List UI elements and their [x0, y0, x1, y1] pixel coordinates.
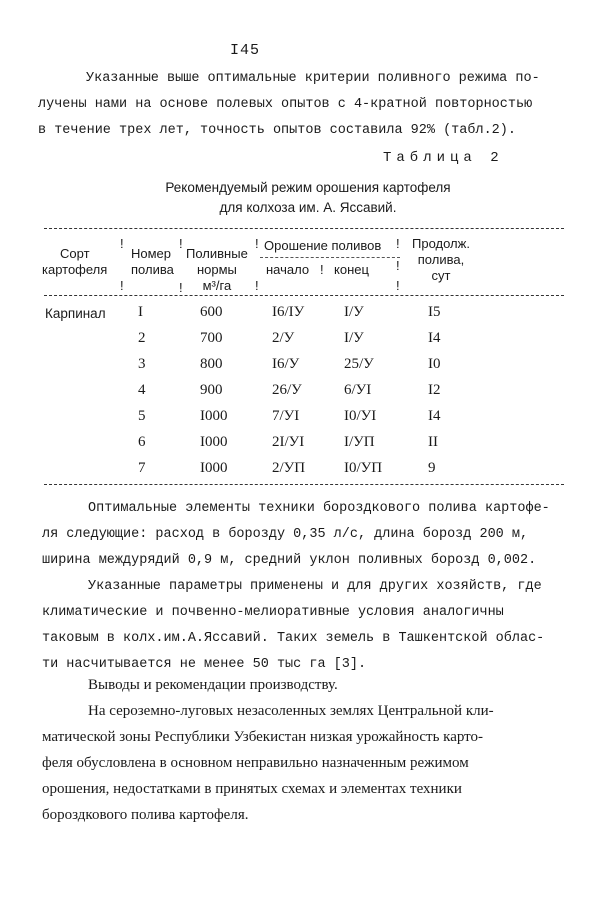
cell-norm: I000 — [200, 408, 228, 424]
text-line: климатические и почвенно-мелиоративные условия аналогичны — [42, 605, 504, 620]
cell-start: I6/У — [272, 356, 300, 372]
text-line: бороздкового полива картофеля. — [42, 807, 249, 823]
text-line: феля обусловлена в основном неправильно назначенным режимом — [42, 755, 469, 771]
cell-duration: I5 — [428, 304, 441, 320]
separator-mark: ! — [396, 258, 400, 273]
conclusions-paragraph — [42, 698, 494, 828]
cell-num: 4 — [138, 382, 146, 398]
header-duration: Продолж. полива, сут — [412, 236, 470, 283]
separator-mark: ! — [179, 280, 183, 295]
header-timing-group: Орошение поливов — [264, 238, 382, 253]
cell-norm: 900 — [200, 382, 223, 398]
cell-norm: I000 — [200, 434, 228, 450]
cell-norm: I000 — [200, 460, 228, 476]
separator-mark: ! — [120, 236, 124, 251]
header-variety: Сорт картофеля — [42, 246, 108, 277]
page-number: I45 — [230, 42, 261, 59]
separator-mark: ! — [320, 262, 324, 277]
cell-start: 26/У — [272, 382, 302, 398]
text-line: ти насчитывается не менее 50 тыс га [3]. — [42, 657, 367, 672]
table-bottom-rule — [44, 484, 564, 485]
cell-num: 6 — [138, 434, 146, 450]
text-line: ля следующие: расход в борозду 0,35 л/с, длина борозд 200 м, — [42, 527, 529, 542]
header-norm: Поливные нормы м³/га — [186, 246, 248, 293]
cell-num: 5 — [138, 408, 146, 424]
cell-norm: 700 — [200, 330, 223, 346]
table-header-rule — [44, 295, 564, 296]
cell-start: 7/УI — [272, 408, 300, 424]
cell-end: 25/У — [344, 356, 374, 372]
cell-duration: I2 — [428, 382, 441, 398]
variety-cell: Карпинал — [45, 306, 106, 321]
cell-end: I0/УI — [344, 408, 377, 424]
cell-num: 2 — [138, 330, 146, 346]
text-line: Оптимальные элементы техники бороздкового полива картофе- — [88, 501, 550, 516]
cell-duration: 9 — [428, 460, 436, 476]
separator-mark: ! — [255, 236, 259, 251]
cell-duration: I4 — [428, 330, 441, 346]
cell-duration: II — [428, 434, 438, 450]
separator-mark: ! — [255, 278, 259, 293]
separator-mark: ! — [396, 236, 400, 251]
text-line: в течение трех лет, точность опытов составила 92% (табл.2). — [38, 123, 516, 138]
text-line: ширина междурядий 0,9 м, средний уклон поливных борозд 0,002. — [42, 553, 537, 568]
applicability-paragraph — [42, 574, 545, 678]
cell-start: 2/У — [272, 330, 295, 346]
text-line: матической зоны Республики Узбекистан низкая урожайность карто- — [42, 729, 484, 745]
cell-norm: 800 — [200, 356, 223, 372]
cell-duration: I4 — [428, 408, 441, 424]
table-top-rule — [44, 228, 564, 229]
table-caption — [0, 178, 616, 218]
text-line: таковым в колх.им.А.Яссавий. Таких земель в Ташкентской облас- — [42, 631, 545, 646]
separator-mark: ! — [120, 278, 124, 293]
cell-start: 2/УП — [272, 460, 306, 476]
cell-norm: 600 — [200, 304, 223, 320]
caption-line: для колхоза им. А. Яссавий. — [219, 200, 397, 215]
cell-end: I/УП — [344, 434, 375, 450]
header-end: конец — [334, 262, 369, 277]
conclusions-heading: Выводы и рекомендации производству. — [88, 677, 338, 693]
text-line: На сероземно-луговых незасоленных землях Центральной кли- — [88, 703, 494, 719]
table-label: Таблица 2 — [383, 150, 504, 166]
cell-end: I/У — [344, 304, 364, 320]
separator-mark: ! — [179, 236, 183, 251]
separator-mark: ! — [396, 278, 400, 293]
intro-paragraph — [38, 66, 540, 144]
cell-num: 3 — [138, 356, 146, 372]
header-number: Номер полива — [131, 246, 174, 277]
text-line: орошения, недостатками в принятых схемах и элементах техники — [42, 781, 462, 797]
cell-start: I6/IУ — [272, 304, 305, 320]
cell-duration: I0 — [428, 356, 441, 372]
text-line: Указанные выше оптимальные критерии поливного режима по- — [86, 71, 540, 86]
cell-end: I0/УП — [344, 460, 383, 476]
techniques-paragraph — [42, 496, 550, 574]
cell-end: I/У — [344, 330, 364, 346]
cell-end: 6/УI — [344, 382, 372, 398]
cell-num: 7 — [138, 460, 146, 476]
text-line: лучены нами на основе полевых опытов с 4-кратной повторностью — [38, 97, 533, 112]
text-line: Указанные параметры применены и для других хозяйств, где — [88, 579, 542, 594]
header-subrule — [260, 257, 400, 258]
cell-num: I — [138, 304, 143, 320]
cell-start: 2I/УI — [272, 434, 305, 450]
caption-line: Рекомендуемый режим орошения картофеля — [165, 180, 451, 195]
header-start: начало — [266, 262, 310, 277]
